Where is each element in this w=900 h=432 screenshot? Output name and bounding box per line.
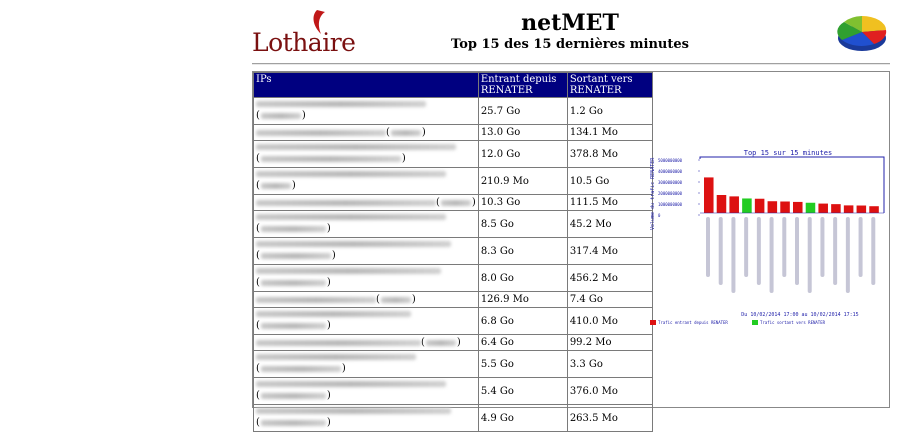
header-ips: IPs xyxy=(254,73,479,98)
logo-text: Lothaire xyxy=(252,28,356,57)
outgoing-value: 1.2 Go xyxy=(567,98,652,125)
redacted-ip xyxy=(256,311,411,317)
redacted-x-label xyxy=(744,217,748,277)
redacted-x-label xyxy=(770,217,774,293)
incoming-value: 126.9 Mo xyxy=(478,292,567,308)
legend-label-outgoing: Trafic sortant vers RENATER xyxy=(760,320,826,325)
chart-bar-incoming xyxy=(704,177,714,213)
chart-xlabel: Du 10/02/2014 17:00 au 10/02/2014 17:15 xyxy=(741,312,859,318)
outgoing-value: 10.5 Go xyxy=(567,168,652,195)
redacted-hostname: ( ) xyxy=(256,363,346,374)
incoming-value: 13.0 Go xyxy=(478,125,567,141)
outgoing-value: 376.0 Mo xyxy=(567,378,652,405)
redacted-ip xyxy=(256,268,441,274)
chart-bar-incoming xyxy=(729,196,739,213)
legend-swatch-outgoing xyxy=(752,320,758,325)
redacted-x-label xyxy=(820,217,824,277)
ip-cell xyxy=(254,98,479,125)
redacted-ip xyxy=(256,101,426,107)
lothaire-logo xyxy=(252,8,356,58)
chart-ytick-label: 1000000000 xyxy=(658,202,683,207)
outgoing-value: 378.8 Mo xyxy=(567,141,652,168)
redacted-ip xyxy=(256,297,376,303)
table-row xyxy=(254,292,653,308)
ip-cell xyxy=(254,168,479,195)
chart-frame xyxy=(700,157,884,213)
page-subtitle: Top 15 des 15 dernières minutes xyxy=(451,37,689,52)
table-row xyxy=(254,378,653,405)
redacted-ip xyxy=(256,408,451,414)
table-row xyxy=(254,125,653,141)
outgoing-value: 111.5 Mo xyxy=(567,195,652,211)
incoming-value: 8.3 Go xyxy=(478,238,567,265)
top-ips-table xyxy=(253,72,653,432)
table-row xyxy=(254,265,653,292)
redacted-x-label xyxy=(731,217,735,293)
redacted-hostname: ( ) xyxy=(256,153,406,164)
table-row xyxy=(254,351,653,378)
legend-swatch-incoming xyxy=(650,320,656,325)
chart-bar-incoming xyxy=(717,195,727,213)
redacted-x-label xyxy=(706,217,710,277)
ip-cell xyxy=(254,405,479,432)
chart-bar-incoming xyxy=(869,206,879,213)
ip-cell xyxy=(254,265,479,292)
incoming-value: 6.4 Go xyxy=(478,335,567,351)
outgoing-value: 263.5 Mo xyxy=(567,405,652,432)
ip-cell xyxy=(254,238,479,265)
table-row xyxy=(254,335,653,351)
traffic-bar-chart xyxy=(648,140,888,335)
ip-cell xyxy=(254,351,479,378)
chart-ytick-label: 4000000000 xyxy=(658,169,683,174)
outgoing-value: 3.3 Go xyxy=(567,351,652,378)
redacted-ip xyxy=(256,171,446,177)
incoming-value: 8.0 Go xyxy=(478,265,567,292)
outgoing-value: 410.0 Mo xyxy=(567,308,652,335)
table-row xyxy=(254,168,653,195)
chart-bar-outgoing xyxy=(844,208,854,213)
chart-ytick-label: 3000000000 xyxy=(658,180,683,185)
header-incoming: Entrant depuis RENATER xyxy=(478,73,567,98)
incoming-value: 6.8 Go xyxy=(478,308,567,335)
redacted-hostname: ( ) xyxy=(256,390,331,401)
redacted-hostname: ( ) xyxy=(436,197,476,208)
redacted-x-label xyxy=(782,217,786,277)
redacted-hostname: ( ) xyxy=(256,250,336,261)
redacted-ip xyxy=(256,130,386,136)
redacted-hostname: ( ) xyxy=(376,294,416,305)
incoming-value: 5.4 Go xyxy=(478,378,567,405)
redacted-ip xyxy=(256,354,416,360)
chart-bar-incoming xyxy=(780,202,790,213)
redacted-x-label xyxy=(795,217,799,285)
redacted-ip xyxy=(256,381,446,387)
redacted-hostname: ( ) xyxy=(256,277,331,288)
chart-bar-incoming xyxy=(768,201,778,213)
redacted-x-label xyxy=(757,217,761,285)
page-title: netMET xyxy=(521,10,619,36)
netmet-pie-chart-icon xyxy=(834,10,890,56)
table-row xyxy=(254,238,653,265)
chart-ytick-label: 5000000000 xyxy=(658,158,683,163)
ip-cell xyxy=(254,378,479,405)
header-divider xyxy=(252,63,890,65)
redacted-ip xyxy=(256,214,446,220)
incoming-value: 8.5 Go xyxy=(478,211,567,238)
redacted-ip xyxy=(256,241,451,247)
table-row xyxy=(254,195,653,211)
redacted-x-label xyxy=(846,217,850,293)
redacted-ip xyxy=(256,340,421,346)
ip-cell xyxy=(254,141,479,168)
table-row xyxy=(254,211,653,238)
chart-ylabel: Volume du trafic RENATER xyxy=(650,157,656,230)
chart-bar-outgoing xyxy=(742,198,752,213)
redacted-ip xyxy=(256,144,456,150)
chart-bar-incoming xyxy=(831,204,841,213)
redacted-hostname: ( ) xyxy=(386,127,426,138)
ip-cell xyxy=(254,125,479,141)
redacted-hostname: ( ) xyxy=(256,110,306,121)
legend-label-incoming: Trafic entrant depuis RENATER xyxy=(658,320,728,325)
redacted-hostname: ( ) xyxy=(256,180,296,191)
table-row xyxy=(254,141,653,168)
table-header-row xyxy=(254,73,653,98)
redacted-x-label xyxy=(859,217,863,277)
redacted-ip xyxy=(256,200,436,206)
incoming-value: 12.0 Go xyxy=(478,141,567,168)
outgoing-value: 45.2 Mo xyxy=(567,211,652,238)
table-row xyxy=(254,308,653,335)
chart-bar-incoming xyxy=(857,206,867,213)
chart-bar-incoming xyxy=(755,199,765,213)
ip-cell xyxy=(254,335,479,351)
redacted-x-label xyxy=(871,217,875,285)
redacted-hostname: ( ) xyxy=(256,417,331,428)
incoming-value: 25.7 Go xyxy=(478,98,567,125)
incoming-value: 4.9 Go xyxy=(478,405,567,432)
incoming-value: 10.3 Go xyxy=(478,195,567,211)
redacted-hostname: ( ) xyxy=(421,337,461,348)
ip-cell xyxy=(254,211,479,238)
table-row xyxy=(254,98,653,125)
outgoing-value: 134.1 Mo xyxy=(567,125,652,141)
outgoing-value: 317.4 Mo xyxy=(567,238,652,265)
chart-ytick-label: 2000000000 xyxy=(658,191,683,196)
chart-bar-incoming xyxy=(818,204,828,213)
outgoing-value: 456.2 Mo xyxy=(567,265,652,292)
chart-title: Top 15 sur 15 minutes xyxy=(743,149,833,157)
header-outgoing: Sortant vers RENATER xyxy=(567,73,652,98)
ip-cell xyxy=(254,195,479,211)
redacted-hostname: ( ) xyxy=(256,320,331,331)
redacted-x-label xyxy=(808,217,812,293)
incoming-value: 5.5 Go xyxy=(478,351,567,378)
chart-bar-outgoing xyxy=(806,203,816,213)
ip-cell xyxy=(254,292,479,308)
outgoing-value: 7.4 Go xyxy=(567,292,652,308)
ip-cell xyxy=(254,308,479,335)
redacted-x-label xyxy=(833,217,837,285)
table-row xyxy=(254,405,653,432)
incoming-value: 210.9 Mo xyxy=(478,168,567,195)
redacted-hostname: ( ) xyxy=(256,223,331,234)
chart-ytick-label: 0 xyxy=(658,213,661,218)
chart-bar-incoming xyxy=(793,202,803,213)
outgoing-value: 99.2 Mo xyxy=(567,335,652,351)
redacted-x-label xyxy=(719,217,723,285)
